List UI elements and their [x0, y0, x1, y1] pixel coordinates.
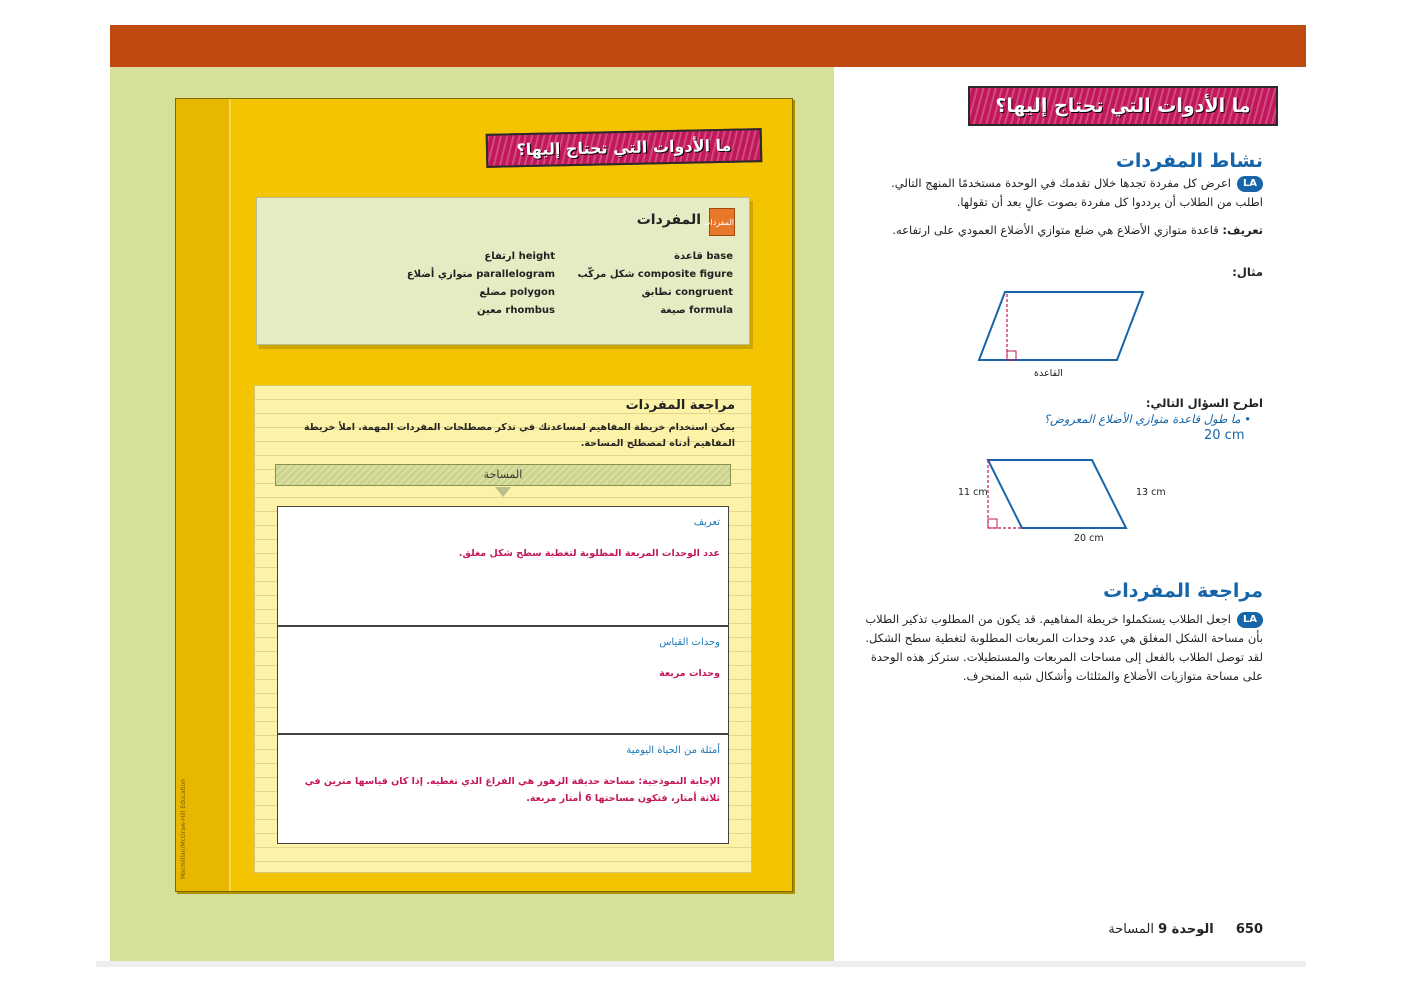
activity-heading: نشاط المفردات	[1115, 150, 1263, 172]
vocab-card	[256, 197, 750, 345]
book-banner-title: ما الأدوات التي تحتاج إليها؟	[486, 128, 763, 168]
review-heading: مراجعة المفردات	[1103, 580, 1263, 602]
right-angle-mark	[1007, 351, 1016, 360]
vocab-term: base قاعدة	[674, 251, 733, 262]
page-number: 650	[1235, 922, 1263, 937]
concept-box-label: أمثلة من الحياة اليومية	[626, 745, 720, 756]
vocab-column-1	[578, 248, 733, 320]
concept-box-examples	[277, 734, 729, 844]
activity-intro	[863, 174, 1263, 212]
down-arrow-icon	[495, 487, 511, 497]
vocab-column-2	[407, 248, 555, 320]
main-banner-title: ما الأدوات التي تحتاج إليها؟	[968, 86, 1278, 126]
review-card-instructions: يمكن استخدام خريطة المفاهيم لمساعدتك في تذكر مصطلحات المفردات المهمة. املأ خريطة المفاهيم أدناه لمصطلح المساحة.	[304, 422, 735, 449]
concept-box-answer: الإجابة النموذجية: مساحة حديقة الزهور هي الفراغ الذي تغطيه. إذا كان قياسها مترين في ثلاثة أمتار، فتكون مساحتها 6 أمتار مربعة.	[304, 776, 720, 804]
vocab-title: المفردات	[636, 212, 701, 228]
activity-intro-text: اعرض كل مفردة تجدها خلال تقدمك في الوحدة مستخدمًا المنهج التالي. اطلب من الطلاب أن يرددوا كل مفردة بصوت عالٍ بعد أن تقولها.	[891, 176, 1263, 209]
question-answer: 20 cm	[1204, 428, 1245, 443]
vocab-term: polygon مضلع	[479, 287, 555, 298]
concept-box-answer: عدد الوحدات المربعة المطلوبة لتغطية سطح شكل مغلق.	[458, 548, 720, 559]
page-footer	[1108, 922, 1263, 937]
la-badge: LA	[1237, 612, 1263, 628]
parallelogram-figure-1	[975, 288, 1150, 368]
review-paragraph	[863, 610, 1263, 686]
right-angle-mark	[988, 519, 997, 528]
unit-label: الوحدة 9	[1158, 922, 1214, 937]
ask-label: اطرح السؤال التالي:	[1145, 396, 1263, 410]
definition-text: قاعدة متوازي الأضلاع هي ضلع متوازي الأضلاع العمودي على ارتفاعه.	[892, 223, 1219, 237]
figure2-right-label: 13 cm	[1136, 487, 1166, 498]
concept-box-answer: وحدات مربعة	[659, 668, 720, 679]
concept-box-units	[277, 626, 729, 734]
parallelogram-shape	[979, 292, 1143, 360]
parallelogram-figure-2	[982, 456, 1132, 534]
figure2-left-label: 11 cm	[958, 487, 988, 498]
bullet-icon: •	[1240, 412, 1251, 426]
definition-paragraph	[863, 221, 1263, 240]
figure1-base-label: القاعدة	[1034, 368, 1063, 379]
vocab-term: parallelogram متوازي أضلاع	[406, 269, 555, 280]
question-text-content: ما طول قاعدة متوازي الأضلاع المعروض؟	[1043, 412, 1241, 426]
vocab-term: composite figure شكل مركّب	[577, 269, 733, 280]
vocab-term: formula صيغة	[660, 305, 733, 316]
figure2-bottom-label: 20 cm	[1074, 533, 1104, 544]
concept-box-label: وحدات القياس	[659, 637, 720, 648]
review-paragraph-text: اجعل الطلاب يستكملوا خريطة المفاهيم. قد يكون من المطلوب تذكير الطلاب بأن مساحة الشكل المغلق هي عدد وحدات المربعات المطلوبة لتغطية سطح الشكل. لقد توصل الطلاب بالفعل إلى مساحات المربعات والمستطيلات. ستركز هذه الوحدة على مساحة متوازيات الأضلاع والمثلثات وأشكال شبه المنحرف.	[865, 612, 1263, 683]
parallelogram-shape	[988, 460, 1126, 528]
question-text	[871, 412, 1251, 426]
concept-map-center: المساحة	[275, 464, 731, 486]
concept-box-definition	[277, 506, 729, 626]
concept-box-label: تعريف	[693, 517, 720, 528]
review-card-title: مراجعة المفردات	[625, 398, 735, 413]
vocab-term: height ارتفاع	[484, 251, 555, 262]
student-book-page	[175, 98, 793, 892]
vocab-term: congruent تطابق	[641, 287, 733, 298]
vocab-review-card	[254, 385, 752, 873]
unit-title: المساحة	[1108, 922, 1154, 937]
example-label: مثال:	[1232, 265, 1263, 279]
spine-copyright: Macmillan/McGraw-Hill Education	[180, 778, 187, 879]
la-badge: LA	[1237, 176, 1263, 192]
bottom-divider	[96, 961, 1306, 967]
top-color-bar	[110, 25, 1306, 67]
vocabulary-icon: المفردات	[709, 208, 735, 236]
definition-label: تعريف:	[1222, 223, 1263, 237]
vocab-term: rhombus معين	[477, 305, 555, 316]
